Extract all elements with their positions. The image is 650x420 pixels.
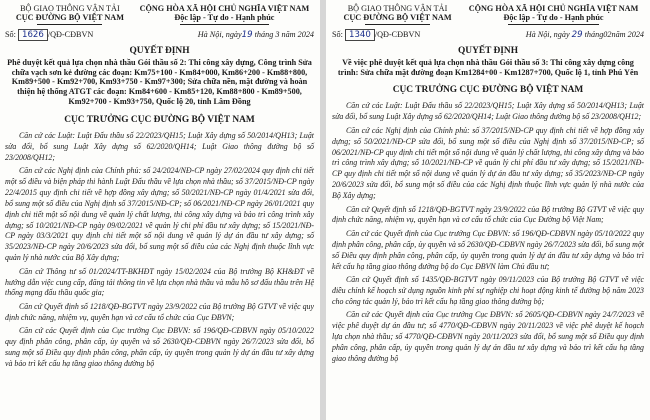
number-suffix: /QĐ-CĐBVN bbox=[374, 29, 421, 39]
place-date-prefix: Hà Nội, ngày bbox=[197, 29, 242, 39]
legal-basis-paragraph: Căn cứ các Nghị định của Chính phủ: số 24/2024/NĐ-CP ngày 27/02/2024 quy định chi tiết một số điều và biện pháp thi hành Luật Đấu thầu về lựa chọn nhà thầu; số 37/2015/NĐ-CP ngày 22/4/2015 quy định chi tiết về hợp đồng xây dựng; số 50/2021/NĐ-CP ngày 01/4/2021 sửa đổi, bổ sung một số điều của Nghị định số 37/2015/NĐ-CP; số 06/2021/NĐ-CP ngày 26/01/2021 quy định chi tiết một số nội dung về quản lý chất lượng, thi công xây dựng và bảo trì công trình xây dựng; số 10/2021/NĐ-CP ngày 09/02/2021 về quản lý chi phí đầu tư xây dựng; số 15/2021/NĐ-CP ngày 03/3/2021 quy định chi tiết một số nội dung về quản lý dự án đầu tư xây dựng; số 35/2023/NĐ-CP ngày 20/6/2023 sửa đổi, bổ sung một số điều của các Nghị định thuộc lĩnh vực quản lý nhà nước của Bộ Xây dựng; bbox=[5, 166, 314, 263]
legal-basis-paragraph: Căn cứ các Quyết định của Cục trưởng Cục ĐBVN: số 196/QĐ-CĐBVN ngày 05/10/2022 quy định phân công, phân cấp, ủy quyền và số 2630/QĐ-CĐBVN ngày 26/7/2023 sửa đổi, bổ sung một số Điều quy định phân công, phân cấp, ủy quyền trong quản lý dự án đầu tư xây dựng và bảo trì kết cấu hạ tầng giao thông đường bộ bbox=[5, 326, 314, 368]
handwritten-day: 29 bbox=[571, 29, 583, 40]
motto-underline bbox=[180, 24, 270, 25]
authority-heading: CỤC TRƯỞNG CỤC ĐƯỜNG BỘ VIỆT NAM bbox=[392, 85, 584, 96]
handwritten-day: 19 bbox=[241, 29, 253, 40]
motto-underline bbox=[508, 24, 598, 25]
national-motto: Độc lập - Tự do - Hạnh phúc bbox=[174, 13, 275, 23]
legal-basis-paragraph: Căn cứ Quyết định số 1218/QĐ-BGTVT ngày 23/9/2022 của Bộ trưởng Bộ GTVT về việc quy định chức năng, nhiệm vụ, quyền hạn và cơ cấu tổ chức của Cục ĐBVN; bbox=[5, 301, 314, 322]
decision-summary: Về việc phê duyệt kết quả lựa chọn nhà thầu Gói thầu số 3: Thi công xây dựng công trình: Sửa chữa mặt đường đoạn Km1284+00 - Km1287+700, Quốc lộ 1, tỉnh Phú Yên bbox=[337, 57, 639, 77]
parent-agency: BỘ GIAO THÔNG VẬN TẢI bbox=[347, 4, 448, 13]
legal-basis-paragraph: Căn cứ Quyết định số 1435/QĐ-BGTVT ngày 09/11/2023 của Bộ trưởng Bộ GTVT về việc điều chỉnh kế hoạch sử dụng nguồn kinh phí sự nghiệp chi hoạt động kinh tế đường bộ năm 2023 cho công tác quản lý, bảo trì kết cấu hạ tầng giao thông đường bộ; bbox=[332, 275, 644, 306]
national-heading bbox=[463, 4, 644, 25]
legal-basis bbox=[5, 131, 314, 370]
authority-heading: CỤC TRƯỞNG CỤC ĐƯỜNG BỘ VIỆT NAM bbox=[64, 114, 255, 125]
document-meta bbox=[5, 29, 314, 41]
national-motto: Độc lập - Tự do - Hạnh phúc bbox=[503, 13, 604, 23]
decision-document-left bbox=[0, 0, 320, 420]
place-date-prefix: Hà Nội, ngày bbox=[525, 29, 570, 39]
place-date-suffix: tháng 3 năm 2024 bbox=[254, 29, 314, 39]
document-header bbox=[5, 4, 314, 25]
place-date bbox=[526, 29, 644, 41]
legal-basis-paragraph: Căn cứ các Quyết định của Cục trưởng Cục ĐBVN: số 196/QĐ-CĐBVN ngày 05/10/2022 quy định phân công, phân cấp, ủy quyền và số 2630/QĐ-CĐBVN ngày 26/7/2023 sửa đổi, bổ sung một số Điều quy định phân công, phân cấp, ủy quyền trong quản lý dự án đầu tư xây dựng và bảo trì kết cấu hạ tầng giao thông đường bộ do Cục ĐBVN làm Chủ đầu tư; bbox=[332, 228, 644, 271]
issuing-agency bbox=[332, 4, 463, 25]
agency-name: CỤC ĐƯỜNG BỘ VIỆT NAM bbox=[15, 13, 124, 23]
number-prefix: Số: bbox=[5, 29, 16, 39]
legal-basis-paragraph: Căn cứ Quyết định số 1218/QĐ-BGTVT ngày 23/9/2022 của Bộ trưởng Bộ GTVT về việc quy định chức năng, nhiệm vụ, quyền hạn và cơ cấu tổ chức của Cục Đường bộ Việt Nam; bbox=[332, 204, 644, 225]
legal-basis-paragraph: Căn cứ các Quyết định của Cục trưởng Cục ĐBVN: số 2605/QĐ-CĐBVN ngày 24/7/2023 về việc phê duyệt dự án đầu tư; số 4770/QĐ-CĐBVN ngày 20/11/2023 về việc phê duyệt kế hoạch lựa chọn nhà thầu; số 4770/QĐ-CĐBVN ngày 20/11/2023 sửa đổi, bổ sung một số Điều quy định phân công, phân cấp, ủy quyền trong quản lý dự án đầu tư xây dựng và bảo trì kết cấu hạ tầng giao thông đường bộ bbox=[332, 310, 644, 363]
place-date bbox=[198, 29, 314, 41]
number-stamp: 1626 bbox=[18, 29, 48, 41]
issuing-agency bbox=[5, 4, 135, 25]
legal-basis-paragraph: Căn cứ các Luật: Luật Đấu thầu số 22/2023/QH15; Luật Xây dựng số 50/2014/QH13; Luật sửa đổi, bổ sung Luật Xây dựng số 62/2020/QH14; Luật Giao thông đường bộ số 23/2008/QH12; bbox=[5, 130, 314, 162]
place-date-suffix: tháng02năm 2024 bbox=[584, 29, 644, 39]
legal-basis-paragraph: Căn cứ các Nghị định của Chính phủ: số 37/2015/NĐ-CP quy định chi tiết về hợp đồng xây dựng; số 50/2021/NĐ-CP sửa đổi, bổ sung một số điều của Nghị định số 37/2015/NĐ-CP; số 06/2021/NĐ-CP quy định chi tiết một số nội dung về quản lý chất lượng, thi công xây dựng và bảo trì công trình xây dựng; số 10/2021/NĐ-CP về quản lý chi phí đầu tư xây dựng; số 15/2021/NĐ-CP quy định chi tiết một số nội dung về quản lý dự án đầu tư xây dựng; số 35/2023/NĐ-CP ngày 20/6/2023 sửa đổi, bổ sung một số điều của các Nghị định thuộc lĩnh vực quản lý nhà nước của Bộ Xây dựng; bbox=[332, 125, 644, 201]
agency-underline bbox=[37, 24, 102, 25]
document-header bbox=[332, 4, 644, 25]
parent-agency: BỘ GIAO THÔNG VẬN TẢI bbox=[20, 4, 120, 13]
agency-name: CỤC ĐƯỜNG BỘ VIỆT NAM bbox=[343, 13, 452, 23]
republic-name: CỘNG HÒA XÃ HỘI CHỦ NGHĨA VIỆT NAM bbox=[139, 4, 310, 13]
number-stamp: 1340 bbox=[345, 29, 375, 41]
document-number bbox=[332, 29, 420, 41]
legal-basis-paragraph: Căn cứ Thông tư số 01/2024/TT-BKHĐT ngày 15/02/2024 của Bộ trưởng Bộ KH&ĐT về hướng dẫn việc cung cấp, đăng tải thông tin về lựa chọn nhà thầu và mẫu hồ sơ đấu thầu trên Hệ thống mạng đấu thầu quốc gia; bbox=[5, 266, 314, 298]
number-suffix: /QĐ-CĐBVN bbox=[47, 29, 94, 39]
decision-title: QUYẾT ĐỊNH bbox=[458, 45, 518, 56]
legal-basis bbox=[332, 101, 644, 364]
document-meta bbox=[332, 29, 644, 41]
republic-name: CỘNG HÒA XÃ HỘI CHỦ NGHĨA VIỆT NAM bbox=[468, 4, 639, 13]
decision-title: QUYẾT ĐỊNH bbox=[129, 45, 190, 56]
national-heading bbox=[135, 4, 314, 25]
document-number bbox=[5, 29, 93, 41]
legal-basis-paragraph: Căn cứ các Luật: Luật Đấu thầu số 22/2023/QH15; Luật Xây dựng số 50/2014/QH13; Luật sửa đổi, bổ sung Luật Xây dựng số 62/2020/QH14; Luật Giao thông đường bộ số 23/2008/QH12; bbox=[332, 101, 644, 122]
number-prefix: Số: bbox=[332, 29, 343, 39]
decision-summary: Phê duyệt kết quả lựa chọn nhà thầu Gói thầu số 2: Thi công xây dựng, Công trình Sửa chữa vạch sơn kẻ đường các đoạn: Km75+100 - Km84+000, Km86+200 - Km88+800, Km89+500 - Km92+700, Km93+750 - Km97+300; Sửa chữa nền, mặt đường và hoàn thiện hệ thống ATGT các đoạn: Km84+600 - Km85+120, Km88+800 - Km89+500, Km92+700 - Km93+750, Quốc lộ 20, tỉnh Lâm Đồng bbox=[7, 57, 312, 106]
agency-underline bbox=[365, 24, 431, 25]
decision-document-right bbox=[326, 0, 650, 420]
